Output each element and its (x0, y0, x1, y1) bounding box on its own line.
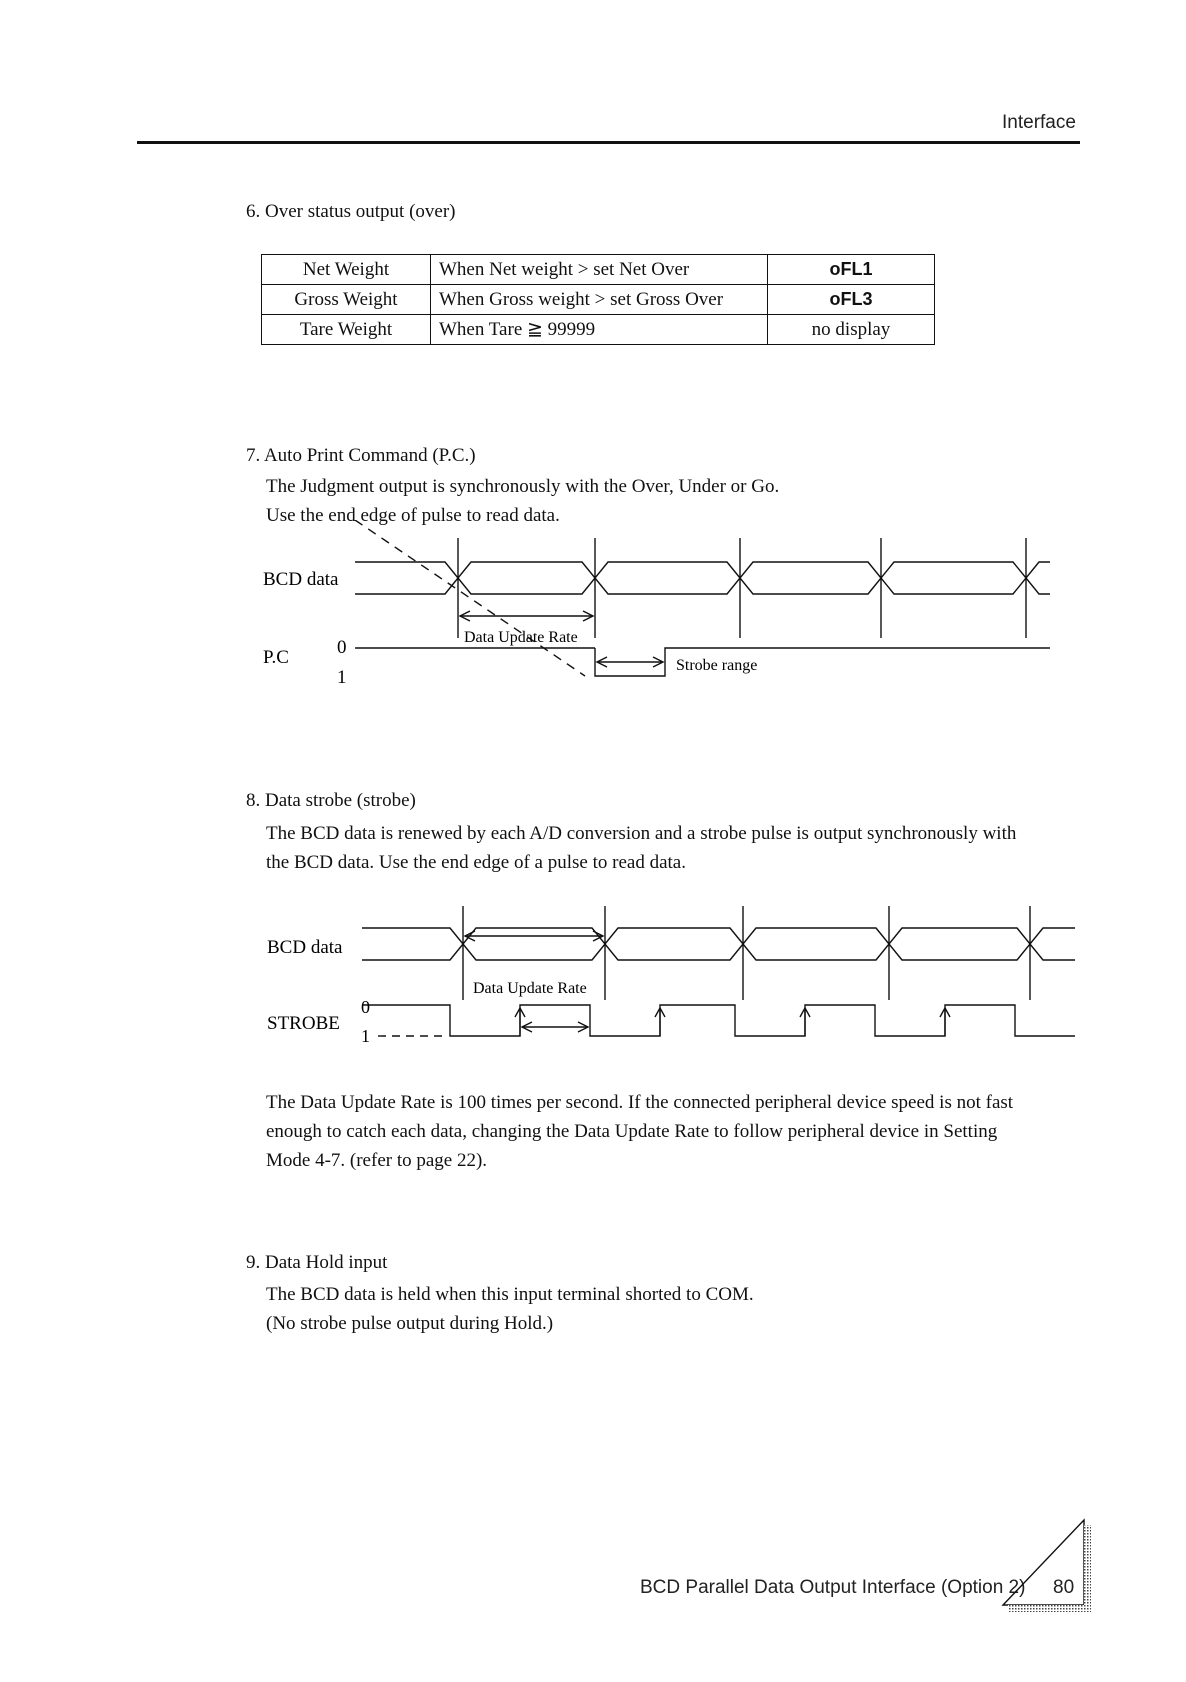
table-row (262, 315, 935, 345)
section9-line1: The BCD data is held when this input terminal shorted to COM. (266, 1284, 754, 1305)
section8-title: 8. Data strobe (strobe) (246, 790, 416, 811)
table-row (262, 285, 935, 315)
display-cell: oFL3 (768, 285, 935, 315)
bcd-data-upper-rail (355, 562, 1050, 578)
strobe-timing-diagram (0, 890, 1186, 1060)
display-cell: oFL1 (768, 255, 935, 285)
bcd-data-label: BCD data (267, 937, 343, 958)
strobe-label: STROBE (267, 1013, 340, 1034)
over-status-table (261, 254, 935, 345)
weight-type-cell: Tare Weight (262, 315, 431, 345)
pc-level1-dashed (355, 520, 585, 676)
section9-title: 9. Data Hold input (246, 1252, 388, 1273)
auto-print-timing-diagram (0, 520, 1186, 700)
weight-type-cell: Net Weight (262, 255, 431, 285)
bcd-data-lower-rail (355, 578, 1050, 594)
display-cell: no display (768, 315, 935, 345)
section7-title: 7. Auto Print Command (P.C.) (246, 445, 476, 466)
section7-line1: The Judgment output is synchronously with the Over, Under or Go. (266, 476, 780, 497)
condition-cell: When Gross weight > set Gross Over (431, 285, 768, 315)
level1-label: 1 (361, 1026, 370, 1046)
page-number: 80 (1053, 1577, 1075, 1598)
level1-label: 1 (337, 667, 347, 688)
section8-line2: the BCD data. Use the end edge of a pulse to read data. (266, 852, 686, 873)
bcd-data-label: BCD data (263, 569, 339, 590)
section7-line2: Use the end edge of pulse to read data. (266, 505, 560, 526)
update-rate-label: Data Update Rate (473, 980, 587, 997)
section8-note-line1: The Data Update Rate is 100 times per second. If the connected peripheral device speed is not fast (266, 1092, 1014, 1113)
level0-label: 0 (337, 637, 347, 658)
weight-type-cell: Gross Weight (262, 285, 431, 315)
footer-title: BCD Parallel Data Output Interface (Option 2) (640, 1577, 1026, 1598)
strobe-range-label: Strobe range (676, 657, 758, 674)
strobe-waveform (362, 1005, 1075, 1036)
table-row (262, 255, 935, 285)
section6-title: 6. Over status output (over) (246, 201, 456, 222)
condition-cell: When Tare ≧ 99999 (431, 315, 768, 345)
section8-line1: The BCD data is renewed by each A/D conversion and a strobe pulse is output synchronously with (266, 823, 1017, 844)
section8-note-line2: enough to catch each data, changing the Data Update Rate to follow peripheral device in Setting (266, 1121, 998, 1142)
page-corner-triangle-icon (1000, 1515, 1095, 1615)
bcd-data-lower-rail (362, 944, 1075, 960)
condition-cell: When Net weight > set Net Over (431, 255, 768, 285)
level0-label: 0 (361, 997, 370, 1017)
pc-label: P.C (263, 647, 289, 668)
section8-note-line3: Mode 4-7. (refer to page 22). (266, 1150, 488, 1171)
header-rule (137, 141, 1080, 144)
section9-line2: (No strobe pulse output during Hold.) (266, 1313, 554, 1334)
header-title: Interface (1002, 112, 1076, 133)
update-rate-label: Data Update Rate (464, 629, 578, 646)
